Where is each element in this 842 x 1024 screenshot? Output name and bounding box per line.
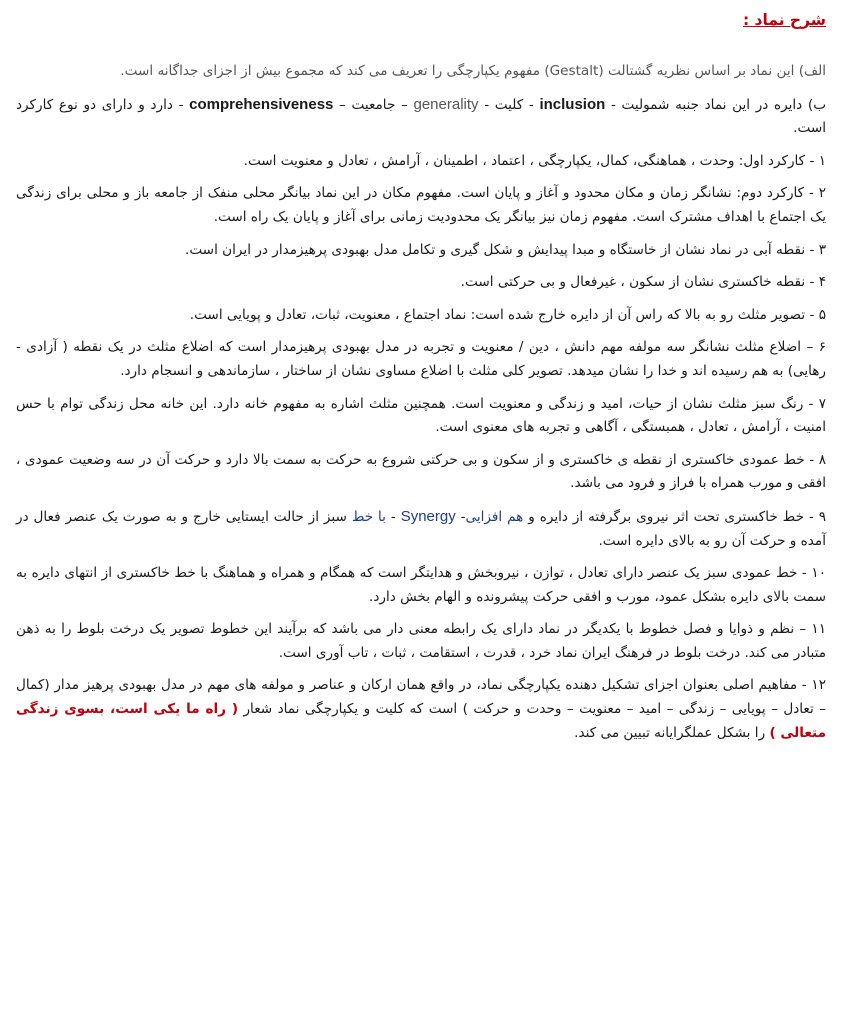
paragraph-alef: الف) این نماد بر اساس نظریه گشتالت (Gestalt) مفهوم یکپارچگی را تعریف می کند که مجموع بیش از اجزای جداگانه است.: [120, 63, 826, 79]
paragraph-9: [16, 505, 826, 553]
paragraph-be-text-2: - کلیت -: [478, 96, 540, 113]
paragraph-be-text-4: - دارد و دارای دو نوع کارکرد است.: [16, 96, 826, 137]
paragraph-1: ۱ - کارکرد اول: وحدت ، هماهنگی، کمال، یکپارچگی ، اعتماد ، اطمینان ، آرامش ، تعادل و معنویت است.: [243, 152, 826, 169]
page-title: شرح نماد :: [742, 11, 826, 29]
term-synergy: Synergy: [400, 507, 456, 525]
term-generality: generality: [413, 95, 479, 113]
paragraph-12: [16, 674, 826, 745]
paragraph-10: ۱۰ - خط عمودی سبز یک عنصر دارای تعادل ، توازن ، نیروبخش و هدایتگر است که همگام و همراه و هماهنگ با خط خاکستری از انتهای دایره به سمت بالای دایره بشکل عمود، مورب و افقی حرکت پیشرونده و الهام بخش دارد.: [16, 565, 826, 605]
paragraph-6: ۶ – اضلاع مثلث نشانگر سه مولفه مهم دانش ، دین / معنویت و تجربه در مدل بهبودی پرهیزمدار است که اضلاع مثلث در یک نقطه ( آزادی - رهایی) به هم رسیده اند و خدا را نشان میدهد. تصویر کلی مثلث با اضلاع مساوی نشان از ساختار ، سازماندهی و انسجام دارد.: [16, 339, 826, 379]
term-hamafzayi: هم افزایی: [465, 508, 524, 525]
paragraph-be: [16, 93, 826, 141]
paragraph-4: ۴ - نقطه خاکستری نشان از سکون ، غیرفعال و بی حرکتی است.: [460, 274, 826, 291]
paragraph-8: ۸ - خط عمودی خاکستری از نقطه ی خاکستری و از سکون و بی حرکتی شروع به حرکت به سمت بالا دارد و حرکت آن در سه وضعیت عمودی ، افقی و مورب همراه با فراز و فرود می باشد.: [16, 451, 826, 492]
paragraph-be-text-1: ب) دایره در این نماد جنبه شمولیت -: [605, 96, 826, 113]
paragraph-12-text-2: را بشکل عملگرایانه تبیین می کند.: [574, 724, 770, 741]
paragraph-11: ۱۱ – نظم و ذوایا و فصل خطوط با یکدیگر در نماد دارای یک رابطه معنی دار می باشد که برآیند این خطوط تصویر یک درخت بلوط را به ذهن متبادر می کند. درخت بلوط در فرهنگ ایران نماد خرد ، قدرت ، استقامت ، ثبات ، تاب آوری است.: [16, 621, 826, 661]
paragraph-9-text-4: سبز از حالت ایستایی خارج و به صورت یک عنصر فعال در آمده و حرکت آن رو به بالای دایره است.: [16, 508, 826, 549]
paragraph-3: ۳ - نقطه آبی در نماد نشان از خاستگاه و مبدا پیدایش و شکل گیری و تکامل مدل بهبودی پرهیزمدار در ایران است.: [185, 241, 826, 258]
paragraph-5: ۵ - تصویر مثلث رو به بالا که راس آن از دایره خارج شده است: نماد اجتماع ، معنویت، ثبات، تعادل و پویایی است.: [189, 306, 826, 323]
slogan: ( راه ما یکی است، بسوی زندگی متعالی ): [16, 701, 826, 741]
paragraph-7: ۷ - رنگ سبز مثلث نشان از حیات، امید و زندگی و معنویت است. همچنین مثلث اشاره به مفهوم خانه دارد. این خانه محل زندگی توام با حس امنیت ، آرامش ، تعادل ، همبستگی ، آگاهی و تجربه های معنوی است.: [16, 395, 826, 436]
paragraph-9-text-3: -: [385, 508, 401, 525]
paragraph-9-text-2: -: [455, 508, 466, 525]
paragraph-9-text-1: ۹ - خط خاکستری تحت اثر نیروی برگرفته از دایره و: [523, 508, 826, 525]
paragraph-12-text-1: ۱۲ - مفاهیم اصلی بعنوان اجزای تشکیل دهنده یکپارچگی نماد، در واقع همان ارکان و عناصر و مولفه های مهم در مدل بهبودی پرهیز مدار (کمال – تعادل – پویایی – زندگی – امید – معنویت – وحدت و حرکت ) است که کلیت و یکپارچگی نماد شعار: [16, 677, 826, 718]
paragraph-be-text-3: – جامعیت –: [333, 96, 414, 113]
term-inclusion: inclusion: [539, 95, 606, 113]
term-ba-khat: با خط: [351, 508, 386, 525]
paragraph-2: ۲ - کارکرد دوم: نشانگر زمان و مکان محدود و آغاز و پایان است. مفهوم مکان در این نماد بیانگر محلی منفک از جامعه باز و محلی برای زندگی یک اجتماع با اهداف مشترک است. مفهوم زمان نیز بیانگر یک محدودیت زمانی برای آغاز و پایان یک راه است.: [16, 185, 826, 225]
term-comprehensiveness: comprehensiveness: [189, 95, 334, 113]
